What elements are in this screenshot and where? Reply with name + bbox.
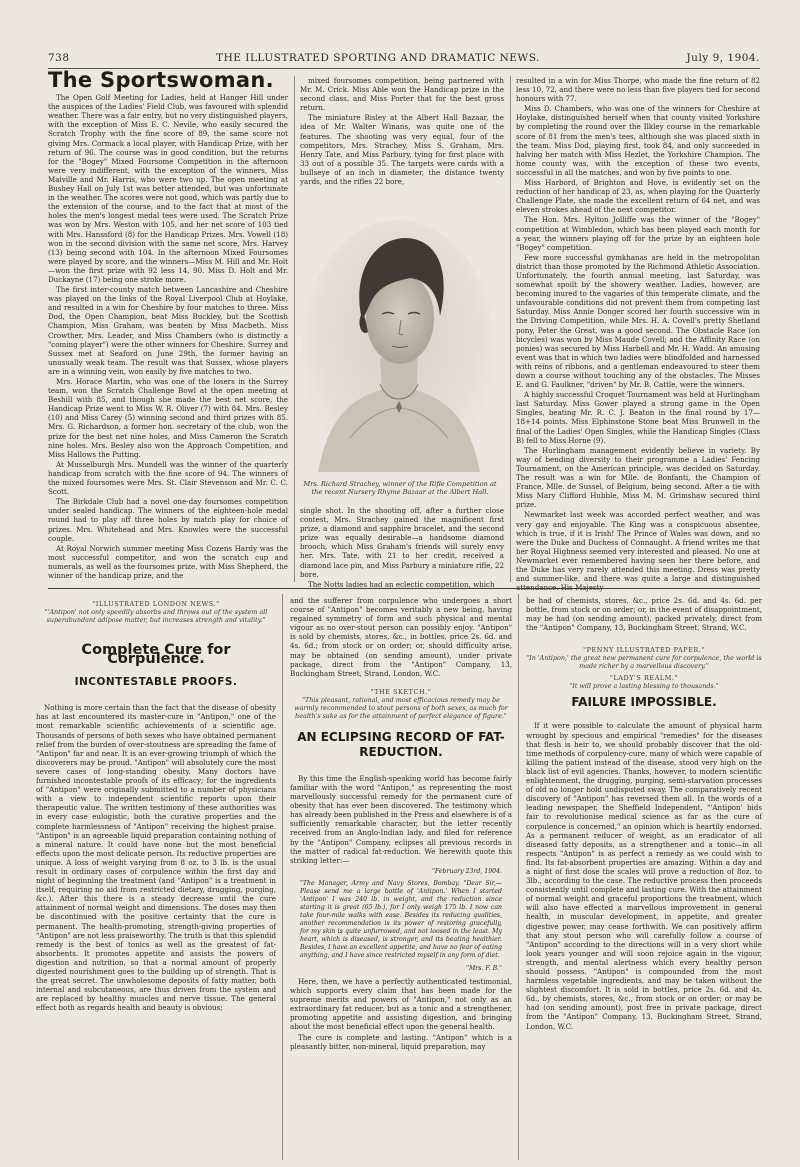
notice-quote: "'Antipon' not only speedily absorbs and throws out of the system all superabundant adipose matter, but increases strength and vitality.": [44, 608, 268, 624]
notice-quote: "It will prove a lasting blessing to thousands.": [569, 682, 719, 691]
press-notice: [526, 646, 762, 670]
sportswoman-paragraph: The Birkdale Club had a novel one-day foursomes competition under sealed handicap. The winners of the eighteen-hole medal round had to play off three holes by match play for choice of prizes. Mrs. Whitehead and Mrs. Knowles were the successful couple.: [48, 497, 288, 543]
column-divider: [518, 594, 519, 1160]
sportswoman-paragraph: Miss Harbord, of Brighton and Hove, is evidently set on the reduction of her handicap of 23, as, when playing for the Quarterly Challenge Plate, she made the excellent return of 64 net, and was eleven strokes ahead of the next competitor.: [516, 178, 760, 215]
ad-column-2: [290, 596, 512, 1162]
notice-source: "ILLUSTRATED LONDON NEWS.": [92, 600, 220, 608]
sportswoman-paragraph: A highly successful Croquet Tournament was held at Hurlingham last Saturday. Miss Gower played a strong game in the Open Singles, beating Mr. R. C. J. Beaton in the final round by 17—18+14 points. Miss Elphinstone Stone beat Miss Brunwell in the final of the Ladies' Open Singles, while the Handicap Singles (Class B) fell to Miss Horne (9).: [516, 390, 760, 445]
sportswoman-paragraph: Miss D. Chambers, who was one of the winners for Cheshire at Hoylake, distinguished herself when that county visited Yorkshire by completing the round over the Ilkley course in the remarkable score of 81 from the men's tees, although she was placed sixth in the team. Miss Dod, playing first, took 84, and only succeeded in halving her match with Miss Hezlet, the Yorkshire Champion. The home county was, with the exception of these two events, successful in all the matches, and won by five points to one.: [516, 104, 760, 177]
sportswoman-paragraph: The Open Golf Meeting for Ladies, held at Hanger Hill under the auspices of the Ladies' Field Club, was favoured with splendid weather. There was a fair entry, but no very distinguished players, with the exception of Miss E. C. Nevile, who easily secured the Scratch Trophy with the fine score of 89, the same score not giving Mrs. Cormack a local player, with Handicap Prize, with her return of 96. The course was in good condition, but the returns for the "Bogey" Mixed Foursome Competition in the afternoon were very indifferent, with the exception of the winners, Miss Maiville and Mr. Harris, who were two up. The open meeting at Bushey Hall on July 1st was better attended, but was unfortunate in the weather. The scores were not good, which was partly due to the extension of the course, and to the fact that at most of the holes the men's longest medal tees were used. The Scratch Prize was won by Mrs. Weston with 105, and her net score of 103 tied with Mrs. Hanssford (8) for the Handicap Prizes. Mrs. Vowell (18) won in the second division with the same net score, Mrs. Harvey (13) being second with 104. In the afternoon Mixed Foursomes were played by score, and the winners—Miss M. Hill and Mr. Holt—won the first prize with 92 less 14, 90. Miss D. Holt and Mr. Duckayne (17) being one stroke more.: [48, 93, 288, 284]
failure-headline: FAILURE IMPOSSIBLE.: [571, 695, 717, 710]
ad-paragraph: Nothing is more certain than the fact that the disease of obesity has at last encountered its master-cure in "Antipon," one of the most remarkable scientific achievements of a scientific age. Thousands of persons of both sexes who have obtained permanent relief from the burden of over-stoutness are spreading the fame of "Antipon" far and near. It is an ever-growing triumph of which the discoverers may be proud. "Antipon" will absolutely cure the most severe cases of long-standing obesity. Many doctors have furnished incontestable proofs of its efficacy; for the ingredients of "Antipon" were originally submitted to a number of physicians with a view to independent scientific reports upon their therapeutic value. The written testimony of these authorities was in every case eulogistic, both the curative properties and the complete harmlessness of "Antipon" receiving the highest praise. "Antipon" is an agreeable liquid preparation containing nothing of a mineral nature. It could have none but the most beneficial effects upon the most delicate person. Its reductive properties are unique. A loss of weight varying from 8 oz. to 3 lb. is the usual result in ordinary cases of corpulence within the first day and night of beginning the treatment (and "Antipon" is a treatment in itself, requiring no aid from restricted dietary, drugging, purging, &c.). After this there is a steady decrease until the cure attainment of normal weight and dimensions. The doses may then be discontinued with the positive certainty that the cure is permanent. The health-promoting, strength-giving properties of "Antipon" are not less praiseworthy. The truth is that this splendid remedy is the best of tonics as well as the greatest of fat-absorbents. It promotes appetite and assists the powers of digestion and nutrition, so that a normal amount of properly digested nourishment goes to the building up of strength. That is the great secret. The unwholesome deposits of fatty matter, both internal and subcutaneous, are thus driven from the system and are replaced by healthy muscles and nerve tissue. The general effect both as regards health and beauty is obvious;: [36, 703, 276, 1013]
sportswoman-paragraph: Few more successful gymkhanas are held in the metropolitan district than those promoted by the Richmond Athletic Association. Unfortunately, the fourth annual meeting, last Saturday, was somewhat spoilt by the showery weather. Ladies, however, are becoming inured to the vagaries of this temperate climate, and the unfavourable conditions did not prevent them from competing last Saturday. Miss Annie Donger scored her fourth successive win in the Driving Competition, while Mrs. H. A. Covell's pretty Shetland pony, Peter the Great, was a good second. The Obstacle Race (on bicycles) was won by Miss Maude Covell; and the Affinity Race (on ponies) was secured by Miss Harbell and Mr. H. Wadd. An amusing event was that in which two ladies were blindfolded and harnessed with reins of ribbons, and a gentleman endeavoured to steer them down a course without touching any of the obstacles. The Misses E. and G. Faulkner, "driven" by Mr. B. Cattle, were the winners.: [516, 252, 760, 390]
sportswoman-paragraph: The first inter-county match between Lancashire and Cheshire was played on the links of the Royal Liverpool Club at Hoylake, and resulted in a win for Cheshire by four matches to three. Miss Dod, the Open Champion, beat Miss Buckley, but the Scottish Champion, Miss Graham, was beaten by Miss Macbeth. Miss Crowther, Mrs. Leader, and Miss Chambers (who is distinctly a "coming player") were the other winners for Cheshire. Surrey and Sussex met at Seaford on June 29th, the former having an unusually weak team. The result was that Sussex, whose players are in a winning vein, won easily by five matches to two.: [48, 285, 288, 376]
column-divider: [294, 76, 295, 582]
page-header: [48, 52, 760, 66]
ad-paragraph: The cure is complete and lasting. "Antipon" which is a pleasantly bitter, non-mineral, liquid preparation, may: [290, 1032, 512, 1051]
sportswoman-paragraph: resulted in a win for Miss Thorpe, who made the fine return of 82 less 10, 72, and there were no less than five players tied for second honours with 77.: [516, 76, 760, 104]
portrait-photo: [300, 208, 496, 472]
sportswoman-paragraph: The miniature Bisley at the Albert Hall Bazaar, the idea of Mr. Walter Winans, was quite one of the features. The shooting was very equal, four of the competitors, Mrs. Strachey, Miss S. Graham, Mrs. Henry Tate, and Miss Parbury, tying for first place with 33 out of a possible 35. The targets were cards with a bullseye of an inch in diameter, the distance twenty yards, and the rifles 22 bore,: [300, 113, 504, 187]
portrait-caption: Mrs. Richard Strachey, winner of the Rifle Competition at the recent Nursery Rhyme Bazaar at the Albert Hall.: [303, 480, 497, 497]
publication-title: THE ILLUSTRATED SPORTING AND DRAMATIC NEWS.: [216, 52, 540, 64]
sportswoman-column-2-top: [300, 76, 504, 206]
sportswoman-title: The Sportswoman.: [48, 68, 274, 92]
notice-source: "LADY'S REALM.": [609, 674, 679, 683]
ad-paragraph: be had of chemists, stores, &c., price 2s. 6d. and 4s. 6d. per bottle, from stock or on order; or, in the event of disappointment, may be had (on sending amount), packed privately, direct from the "Antipon" Company, 13, Buckingham Street, Strand, W.C.: [526, 596, 762, 633]
sportswoman-paragraph: The Hurlingham management evidently believe in variety. By way of bending diversity to their programme a Ladies' Fencing Tournament, on the American principle, was decided on Saturday. The result was a win for Mlle. de Bonfanti, the Champion of France, Mlle. de Sussel, of Belgium, being second. After a tie with Miss Mary Clifford Hubble, Miss M. M. Grimshaw secured third prize.: [516, 445, 760, 510]
notice-quote: "In 'Antipon,' the great new permanent cure for corpulence, the world is made richer by a marvellous discovery.": [526, 654, 762, 671]
corpulence-headline: Complete Cure for Corpulence.: [81, 642, 231, 668]
issue-date: July 9, 1904.: [686, 52, 760, 64]
column-divider: [510, 76, 511, 582]
page-number: 738: [48, 52, 70, 64]
press-notice: [526, 674, 762, 690]
sportswoman-paragraph: At Royal Norwich summer meeting Miss Cozens Hardy was the most successful competitor, and won the scratch cup and numerals, as well as the foursomes prize, with Miss Shepherd, the winner of the handicap prize, and the: [48, 543, 288, 580]
press-notice: [36, 600, 276, 624]
ad-paragraph: Here, then, we have a perfectly authenticated testimonial, which supports every claim that has been made for the supreme merits and powers of "Antipon," not only as an extraordinary fat reducer, but as a tonic and a strengthener, promoting appetite and assisting digestion, and bringing about the most beneficial effect upon the general health.: [290, 976, 512, 1032]
section-rule: [48, 588, 760, 589]
sportswoman-paragraph: Mrs. Horace Martin, who was one of the losers in the Surrey team, won the Scratch Challenge Bowl at the open meeting at Beshill with 85, and though she made the best net score, the Handicap Prize went to Miss W. R. Oliver (7) with 84. Mrs. Besley (10) and Miss Carey (5) winning second and third prizes with 85. Mrs. G. Richardson, a former hon. secretary of the club, won the prize for the best net nine holes, and Miss Cameron the Scratch nine holes. Mrs. Besley also won the Approach Competition, and Miss Hallows the Putting.: [48, 377, 288, 459]
sportswoman-paragraph: Newmarket last week was accorded perfect weather, and was very gay and enjoyable. The King was a conspicuous absentee, which is true, if it is Irish! The Prince of Wales was down, and so were the Duke and Duchess of Connaught. A friend writes me that her Royal Highness seemed very interested and pleased. No one at Newmarket ever remembered having seen her there before, and the Duke has very rarely attended this meeting. Dress was pretty and summer-like, and there was quite a large and distinguished attendance. His Majesty: [516, 510, 760, 593]
sportswoman-paragraph: At Musselburgh Mrs. Mundell was the winner of the quarterly handicap from scratch with the fine score of 94. The winners of the mixed foursomes were Mrs. St. Clair Stevenson and Mr. C. C. Scott.: [48, 459, 288, 497]
sportswoman-paragraph: single shot. In the shooting off, after a further close contest, Mrs. Strachey gained the magnificent first prize, a diamond and sapphire bracelet, and the second prize was equally desirable—a handsome diamond brooch, which Miss Graham's friends will surely envy her. Mrs. Tate, with 21 to her credit, received a diamond lace pin, and Miss Parbury a miniature rifle, 22 bore.: [300, 506, 504, 579]
ad-column-1: [36, 600, 276, 1162]
letter-signature: "Mrs. F. B.": [466, 964, 502, 972]
sportswoman-paragraph: The Hon. Mrs. Hylton Jolliffe was the winner of the "Bogey" competition at Wimbledon, which has been played each month for a year, the winners playing off for the prize by an eighteen hole "Bogey" competition.: [516, 215, 760, 252]
sportswoman-paragraph: The Notts ladies had an eclectic competition, which: [308, 579, 495, 589]
sportswoman-column-2-bottom: [300, 506, 504, 589]
sportswoman-column-3: [516, 76, 760, 593]
ad-paragraph: By this time the English-speaking world has become fairly familiar with the word "Antipon," as representing the most marvellously successful remedy for the permanent cure of obesity that has ever been discovered. The testimony which has already been published in the Press and elsewhere is of a sufficiently remarkable character, but the letter recently received from an Anglo-Indian lady, and filed for reference by the "Antipon" Company, eclipses all previous records in the matter of radical fat-reduction. We herewith quote this striking letter:—: [290, 773, 512, 865]
ad-column-3: [526, 596, 762, 1162]
letter-text: "The Manager, Army and Navy Stores, Bombay. "Dear Sir,—Please send me a large bottle of 'Antipon.' When I started 'Antipon' I was 240 lb. in weight, and the reduction since starting it is great (65 lb.), for I only weigh 175 lb. I now can take four-mile walks with ease. Besides its reducing qualities, another recommendation is its power of restoring gracefully, for my skin is quite unfurrowed, and not loosed in the least. My heart, which is diseased, is stronger, and its beating healthier. Besides, I have an excellent appetite, and have no fear of eating anything, and I have since restricted myself in any form of diet.: [300, 879, 502, 959]
ad-paragraph: If it were possible to calculate the amount of physical harm wrought by specious and empirical "remedies" for the diseases that flesh is heir to, we should probably discover that the old-time methods of corpulency-cure, many of which were capable of killing the patient instead of the disease, stood very high on the black list of evil agencies. Thanks, however, to modern scientific enlightenment, the drugging, purging, semi-starvation processes of old no longer hold undisputed sway. The comparatively recent discovery of "Antipon" has reversed them all. In the words of a leading newspaper, the Sheffield Independent, "'Antipon' bids fair to revolutionise medical science as far as the cure of corpulence is concerned," an opinion which is heartily endorsed. As a permanent reducer of weight, as an eradicator of all diseased fatty deposits, as a strengthener and a tonic—in all respects "Antipon" is as perfect a remedy as we could wish to find. Its fat-absorbent properties are amazing. Within a day and a night of first dose the scales will prove a reduction of 8oz. to 3lb., according to the case. The reductive process then proceeds consistently until complete and lasting cure. With the attainment of normal weight and graceful proportions the treatment, which will also have effected a marvellous improvement in general health, in muscular development, in appetite, and greater digestive power, may cease forthwith. We can positively affirm that any stout person who will carefully follow a course of "Antipon" according to the directions will in a very short while look years younger and will soon rejoice again in the vigour, strength, and mental alertness which every healthy person should possess. "Antipon" is compounded from the most harmless vegetable ingredients, and may be taken without the slightest discomfort. It is sold in bottles, price 2s. 6d. and 4s. 6d., by chemists, stores, &c., from stock or on order; or may be had (on sending amount), post free in private package, direct from the "Antipon" Company, 13, Buckingham Street, Strand, London, W.C.: [526, 721, 762, 1031]
letter-date: "February 23rd, 1904.: [432, 867, 502, 875]
notice-source: "THE SKETCH.": [370, 687, 432, 696]
sportswoman-column-1: [48, 68, 288, 584]
notice-source: "PENNY ILLUSTRATED PAPER.": [583, 646, 705, 655]
column-divider: [282, 594, 283, 1160]
eclipsing-headline: AN ECLIPSING RECORD OF FAT-REDUCTION.: [297, 729, 505, 759]
ad-paragraph: and the sufferer from corpulence who undergoes a short course of "Antipon" becomes veritably a new being, having regained symmetry of form and such physical and mental vigour as no over-stout person can possibly enjoy. "Antipon" is sold by chemists, stores, &c., in bottles, price 2s. 6d. and 4s. 6d.; from stock or on order; or, should difficulty arise, may be obtained (on sending amount), under private package, direct from the "Antipon" Company, 13, Buckingham Street, Strand, London, W.C.: [290, 596, 512, 678]
sportswoman-paragraph: mixed foursomes competition, being partnered with Mr. M. Crick. Miss Able won the Handicap prize in the second class, and Miss Porter that for the best gross return.: [300, 76, 504, 113]
notice-quote: "This pleasant, rational, and most efficacious remedy may be warmly recommended to stout persons of both sexes, as much for health's sake as for the attainment of perfect elegance of figure.": [294, 695, 508, 720]
corpulence-subheadline: INCONTESTABLE PROOFS.: [74, 676, 238, 689]
press-notice: [290, 688, 512, 720]
